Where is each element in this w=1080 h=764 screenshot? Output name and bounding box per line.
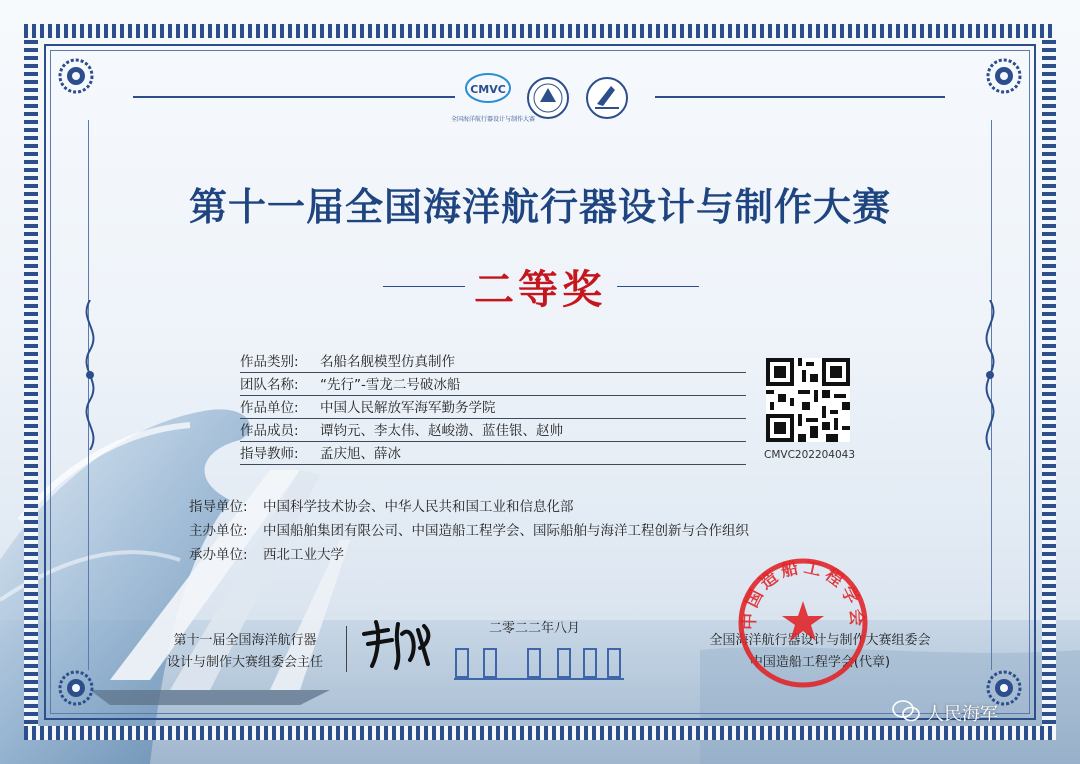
certificate-code: CMVC202204043 (764, 449, 856, 461)
signature-divider (346, 626, 347, 672)
cmvc-logo (462, 70, 514, 114)
info-row-members (240, 419, 746, 442)
award-level: 二等奖 (474, 267, 606, 313)
organizer-label: 指导单位: (189, 499, 248, 515)
qr-code (766, 358, 850, 442)
info-value: 孟庆旭、薛冰 (320, 446, 401, 462)
university-seal-logo (585, 76, 629, 120)
certificate-title: 第十一届全国海洋航行器设计与制作大赛 (188, 185, 891, 229)
side-scroll-ornament-right (978, 300, 1002, 450)
organizer-value: 中国科学技术协会、中华人民共和国工业和信息化部 (263, 499, 574, 515)
organizer-row-guide (189, 495, 574, 515)
director-title (150, 630, 340, 674)
official-red-seal (733, 553, 873, 693)
handwritten-signature (358, 604, 438, 674)
organizer-row-host (189, 519, 749, 539)
side-scroll-ornament-left (78, 300, 102, 450)
info-label: 作品成员: (240, 423, 299, 439)
organizer-label: 主办单位: (189, 523, 248, 539)
committee-line2: 中国造船工程学会(代章) (749, 655, 891, 670)
top-rule-right (655, 96, 945, 98)
pillars-emblem (454, 645, 624, 685)
top-rule-left (133, 96, 455, 98)
university-emblem-logo (526, 76, 570, 120)
corner-ornament-top-left (56, 56, 96, 96)
director-title-line1: 第十一届全国海洋航行器 (173, 633, 317, 648)
svg-text:CMVC: CMVC (470, 83, 506, 96)
organizer-label: 承办单位: (189, 547, 248, 563)
committee-line1: 全国海洋航行器设计与制作大赛组委会 (709, 633, 931, 648)
organizer-row-undertake (189, 543, 344, 563)
info-label: 作品单位: (240, 400, 299, 416)
seal-text: 中国造船工程学会 (739, 557, 867, 631)
director-title-line2: 设计与制作大赛组委会主任 (166, 655, 323, 670)
organizer-value: 西北工业大学 (263, 547, 344, 563)
info-label: 指导教师: (240, 446, 299, 462)
info-label: 作品类别: (240, 354, 299, 370)
info-row-unit (240, 396, 746, 419)
wechat-icon (891, 699, 921, 723)
watermark-text: 人民海军 (926, 704, 998, 725)
cmvc-logo-caption: 全国海洋航行器设计与制作大赛 (451, 116, 536, 123)
info-value: 中国人民解放军海军勤务学院 (320, 400, 496, 416)
info-row-advisors (240, 442, 746, 465)
info-label: 团队名称: (240, 377, 299, 393)
info-row-team (240, 373, 746, 396)
issue-date: 二零二二年八月 (489, 621, 581, 636)
corner-ornament-bottom-left (56, 668, 96, 708)
info-row-category (240, 350, 746, 373)
info-value: 谭钧元、李太伟、赵峻渤、蓝佳银、赵帅 (320, 423, 563, 439)
info-value: 名船名舰模型仿真制作 (320, 354, 455, 370)
corner-ornament-top-right (984, 56, 1024, 96)
info-value: “先行”-雪龙二号破冰船 (320, 377, 461, 393)
organizer-value: 中国船舶集团有限公司、中国造船工程学会、国际船舶与海洋工程创新与合作组织 (263, 523, 749, 539)
